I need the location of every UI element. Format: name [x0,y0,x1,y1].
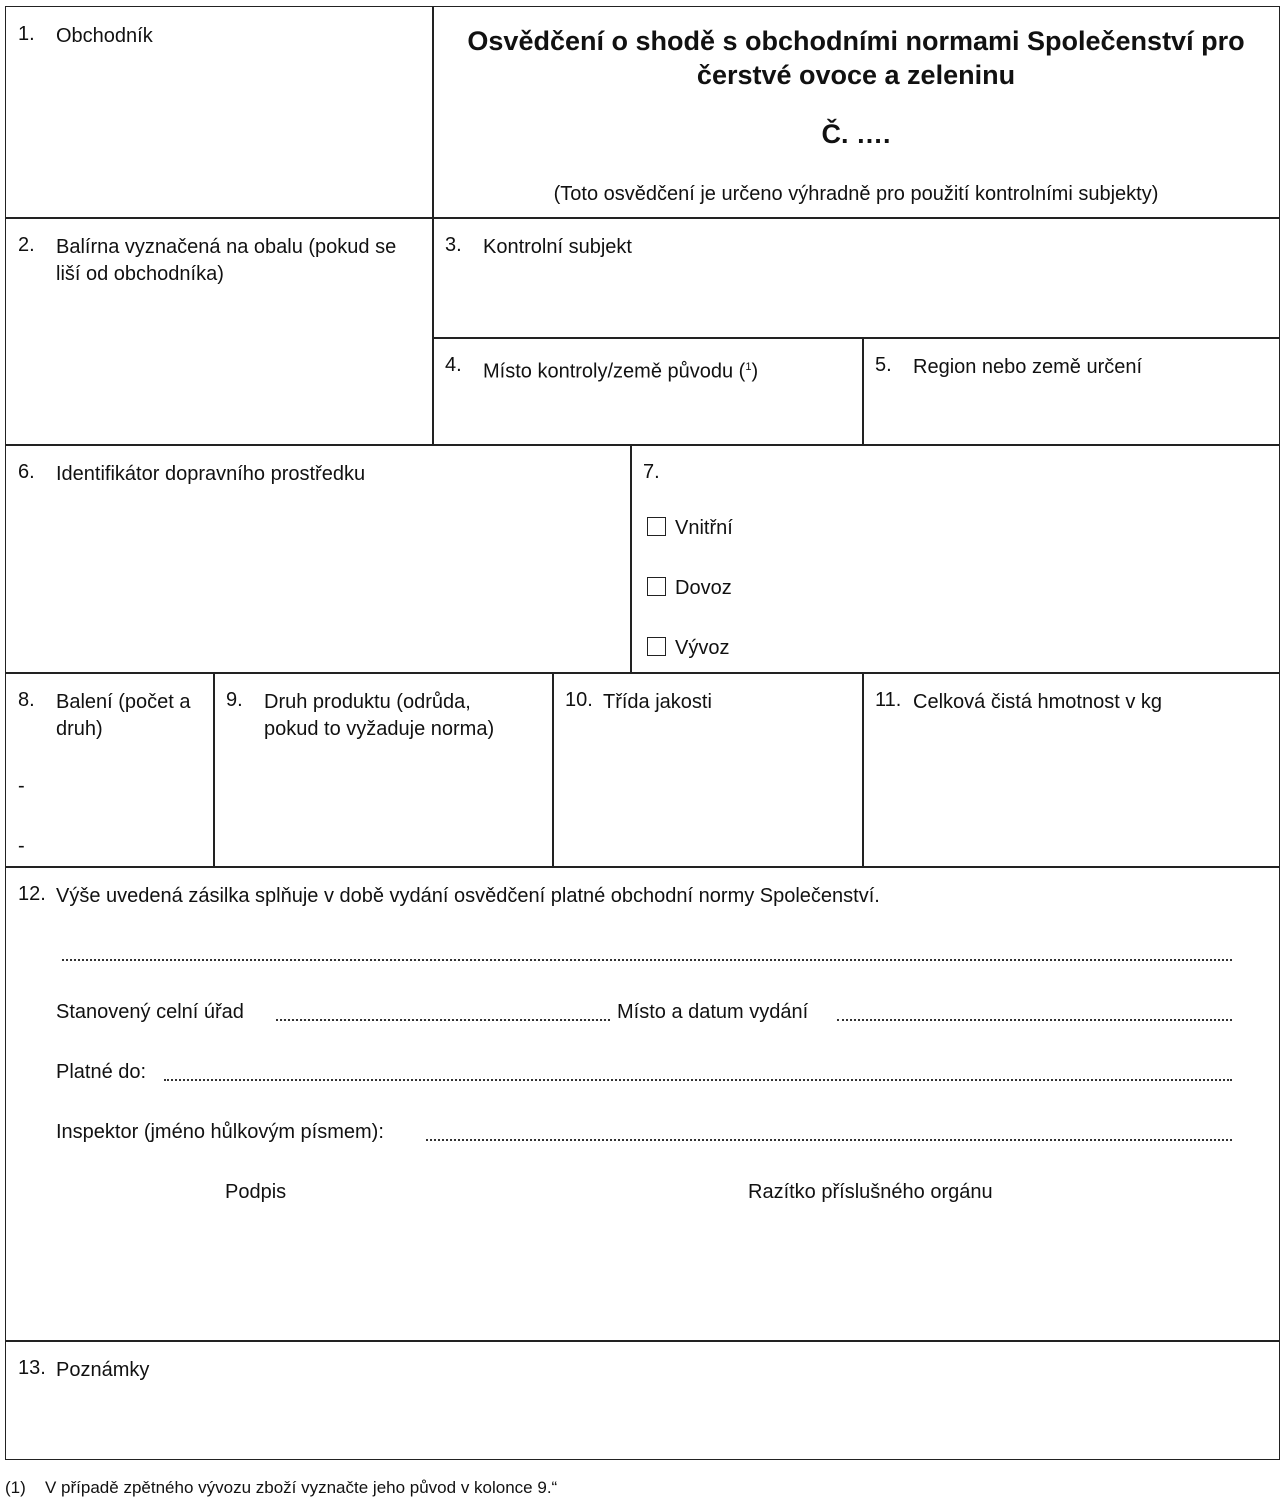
box-number: 13. [18,1357,46,1379]
blank-line[interactable] [62,959,1232,961]
box-label-text: Místo kontroly/země původu ( [483,360,746,383]
checkbox-label: Vnitřní [675,517,733,539]
box-label: Balírna vyznačená na obalu (pokud se liší od obchodníka) [56,236,397,285]
box-1-trader[interactable] [5,6,434,219]
box-4-inspection-place[interactable] [432,337,864,446]
customs-office-field[interactable] [276,1019,610,1021]
box-label: Celková čistá hmotnost v kg [913,691,1162,713]
certificate-number: Č. …. [821,119,891,149]
box-number: 3. [445,234,462,256]
box-label: Druh produktu (odrůda, pokud to vyžaduje norma) [264,691,495,740]
certificate-note: (Toto osvědčení je určeno výhradně pro použití kontrolními subjekty) [553,183,1159,205]
footnote-ref: 1 [745,361,752,373]
place-date-label: Místo a datum vydání [617,1001,809,1023]
box-13-remarks[interactable] [5,1340,1280,1460]
checkbox-icon[interactable] [647,637,666,656]
box-label: Region nebo země určení [913,356,1143,378]
box-number: 7. [643,461,660,483]
box-10-quality-class[interactable] [552,672,864,868]
box-number: 10. [565,689,593,711]
place-date-field[interactable] [837,1019,1232,1021]
customs-office-label: Stanovený celní úřad [56,1001,244,1023]
dash-line: - [18,835,25,857]
box-label-close: ) [751,360,759,383]
box-2-packer[interactable] [5,217,434,446]
footnote [5,1478,557,1498]
box-3-control-body[interactable] [432,217,1280,339]
box-number: 2. [18,234,35,256]
checkbox-export[interactable] [647,637,729,660]
inspector-label: Inspektor (jméno hůlkovým písmem): [56,1121,384,1143]
box-label: Výše uvedená zásilka splňuje v době vydání osvědčení platné obchodní normy Společenství. [56,885,880,907]
dash-line: - [18,775,25,797]
certificate-header [432,6,1280,219]
box-label [483,354,758,386]
footnote-mark: (1) [5,1478,26,1497]
box-label: Balení (počet a druh) [56,691,191,740]
box-5-destination[interactable] [862,337,1280,446]
box-label: Obchodník [56,25,153,47]
box-label: Identifikátor dopravního prostředku [56,463,366,485]
box-number: 9. [226,689,243,711]
box-8-packages[interactable] [5,672,215,868]
box-label: Třída jakosti [603,691,712,713]
box-12-declaration [5,866,1280,1342]
box-label: Poznámky [56,1359,150,1381]
checkbox-label: Vývoz [675,637,730,659]
box-6-transport-id[interactable] [5,444,632,674]
checkbox-icon[interactable] [647,517,666,536]
box-number: 12. [18,883,46,905]
box-11-net-weight[interactable] [862,672,1280,868]
box-number: 8. [18,689,35,711]
certificate-title: Osvědčení o shodě s obchodními normami Společenství pro čerstvé ovoce a zeleninu [467,26,1245,90]
box-label: Kontrolní subjekt [483,236,632,258]
box-7-trade-type [630,444,1280,674]
valid-until-field[interactable] [164,1079,1232,1081]
box-number: 11. [875,689,902,711]
valid-until-label: Platné do: [56,1061,147,1083]
box-number: 6. [18,461,35,483]
checkbox-import[interactable] [647,577,732,600]
signature-label: Podpis [225,1181,287,1203]
box-number: 4. [445,354,462,376]
footnote-text: V případě zpětného vývozu zboží vyznačte jeho původ v kolonce 9.“ [45,1478,558,1497]
box-number: 5. [875,354,892,376]
box-9-product-type[interactable] [213,672,554,868]
box-number: 1. [18,23,35,45]
checkbox-label: Dovoz [675,577,732,599]
inspector-field[interactable] [426,1139,1232,1141]
stamp-label: Razítko příslušného orgánu [748,1181,993,1203]
checkbox-icon[interactable] [647,577,666,596]
checkbox-internal[interactable] [647,517,733,540]
